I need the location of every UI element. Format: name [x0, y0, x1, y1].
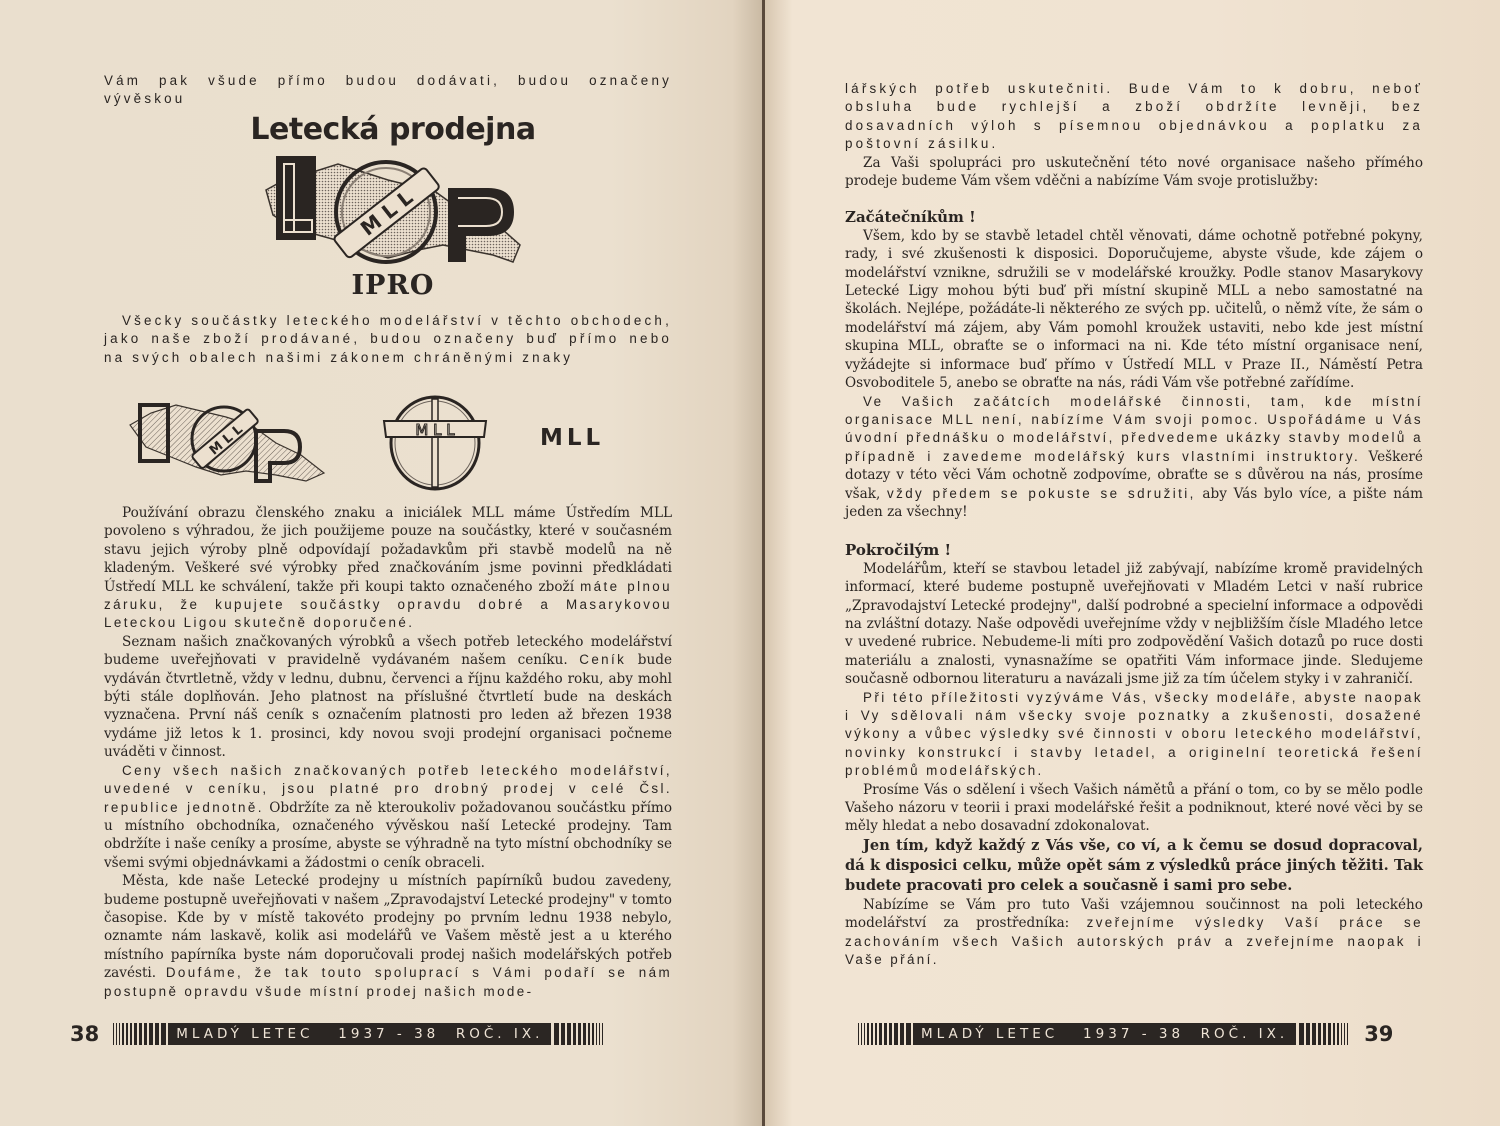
publication-title: MLADÝ LETEC [921, 1026, 1059, 1042]
paragraph-text: bude vydáván čtvrtletně, vždy v lednu, dubnu, červenci a říjnu každého roku, aby mohl býti stále doplňován. Jeho platnost na příslušné čtvrtletí bude na deskách vyznačena. První náš ceník s označením platnosti pro leden až březen 1938 vydáme již letos k 1. prosinci, kdy novou svoji prodejní organisaci počneme uváděti v činnost. [104, 652, 673, 761]
paragraph-usage [104, 504, 672, 633]
paragraph-pricelist [104, 633, 672, 762]
publication-years: 1937 - 38 [1083, 1026, 1185, 1042]
paragraph-beginners-2 [845, 393, 1423, 522]
section-heading-beginners: Začátečníkům ! [845, 208, 976, 227]
paragraph-text: Obdržíte za ně kteroukoliv požadovanou součástku přímo u místního obchodníka, označeného vývěskou naší Letecké prodejny. Tam obdržíte i naše ceníky a prosíme, abyste se výhradně na tyto místní obchodníky se všemi svými objednávkami a žádostmi o ceník obraceli. [104, 799, 673, 871]
bold-paragraph: Jen tím, když každý z Vás vše, co ví, a k čemu se dosud dopracoval, dá k disposici celku, může opět sám z výsledků práce jiných těžiti. Tak budete pracovati pro celek a současně i sami pro sebe. [845, 836, 1423, 894]
intro-text [104, 72, 672, 109]
continuation-paragraph: lářských potřeb uskutečniti. Bude Vám to k dobru, neboť obsluha bude rychlejší a zboží obdržíte levněji, bez dosavadních výloh s písemnou objednávkou a poplatku za poštovní zásilku. [845, 81, 1423, 152]
trademarks-text [104, 312, 672, 367]
paragraph-prices [104, 762, 672, 872]
paragraph-spaced-text: Ceny všech našich značkovaných potřeb leteckého modelářství, uvedené v ceníku, jsou platné pro drobný prodej v celé Čsl. republice jednotně. [104, 762, 672, 815]
section-heading-advanced: Pokročilým ! [845, 541, 952, 560]
paragraph-spaced-text: zveřejníme výsledky Vaší práce se zachováním všech Vašich autorských práv a zveřejníme naopak i Vaše přání. [845, 915, 1423, 968]
footer-right [858, 1020, 1393, 1048]
mll-wordmark: MLL [540, 425, 605, 451]
trademarks-paragraph: Všecky součástky leteckého modelářství v těchto obchodech, jako naše zboží prodávané, budou označeny buď přímo nebo na svých obalech našimi zákonem chráněnými znaky [104, 313, 672, 365]
book-spine [762, 0, 765, 1126]
paragraph-beginners-1: Všem, kdo by se stavbě letadel chtěl věnovati, dáme ochotně potřebné pokyny, rady, i své zkušenosti k disposici. Doporučujeme, abyste všude, kde zájem o modelářství vznikne, sdružili se v modelářské kroužky. Podle stanov Masarykovy Letecké Ligy mohou býti buď při místní skupině MLL a nebo samostatné na školách. Nejlépe, požádáte-li některého ze svých pp. učitelů, o němž víte, že sám o modelářství má zájem, aby Vám pomohl kroužek ustaviti, nebo kde jest místní skupina MLL, obraťte se o informaci na ni. Kde této místní organisace není, vyžádejte si informace buď přímo v Ústředí MLL v Praze II., Náměstí Petra Osvoboditele 5, anebo se obraťte na nás, rádi Vám vše potřebné zařídíme. [845, 227, 1423, 392]
right-page [763, 0, 1500, 1126]
svg-text:M L L: M L L [415, 421, 455, 439]
lmllp-small-emblem-icon [126, 395, 336, 485]
paragraph-spaced-text: vždy předem se pokuste se sdružiti, [887, 485, 1196, 501]
footer-left [70, 1020, 605, 1048]
decorative-bars-icon [113, 1023, 168, 1045]
paragraph-text: Veškeré dotazy v této věci Vám ochotně zodpovíme, obraťte se s důvěrou na nás, prosíme však, [845, 448, 1423, 502]
masthead-band [913, 1023, 1296, 1045]
paragraph-spaced-text: Ceník [579, 652, 627, 668]
paragraph-advanced-3: Prosíme Vás o sdělení i všech Vašich námětů a přání o tom, co by se mělo podle Vašeho názoru v teorii i praxi modelářské řešit a podniknout, které nové věci by se měly hledat a nebo dosavadní zdokonalovat. [845, 781, 1423, 835]
paragraph-spaced-text: Doufáme, že tak touto spoluprací s Vámi podaří se nám postupně opravdu všude místní prodej našich mode- [104, 965, 672, 999]
left-body [104, 504, 672, 1001]
paragraph-text: Města, kde naše Letecké prodejny u místních papírníků budou zavedeny, budeme postupně uveřejňovati v našem „Zpravodajství Letecké prodejny" v tomto časopise. Kde by v místě takovéto prodejny po prvním lednu 1938 nebylo, oznamte nám laskavě, kolik asi modelářů ve Vašem městě jest a u kterého místního papírníka byste nám doporučovali prodej našich modelářských potřeb zavésti. [104, 873, 672, 982]
page-number: 39 [1364, 1022, 1394, 1046]
paragraph-cities [104, 872, 672, 1001]
shop-logo-title: Letecká prodejna [250, 112, 536, 147]
page-number: 38 [70, 1022, 100, 1046]
decorative-bars-icon [1299, 1023, 1350, 1045]
svg-text:M L L: M L L [355, 185, 418, 241]
publication-volume: ROČ. IX. [1200, 1026, 1289, 1042]
trademarks-row [126, 395, 646, 495]
svg-text:M L L: M L L [206, 422, 246, 459]
publication-years: 1937 - 38 [338, 1026, 440, 1042]
brand-ipro: IPRO [351, 270, 435, 301]
shop-logo [248, 112, 538, 302]
paragraph-text: Nabízíme se Vám pro tuto Vaši vzájemnou součinnost na poli leteckého modelářství za prostředníka: [845, 896, 1423, 932]
offer-paragraph: Za Vaši spolupráci pro uskutečnění této nové organisace našeho přímého prodeje budeme Vám všem vděčni a nabízíme Vám svoje protislužby: [845, 154, 1423, 190]
right-body [845, 80, 1423, 969]
decorative-bars-icon [554, 1023, 605, 1045]
lmllp-emblem-icon [258, 150, 528, 275]
mll-badge-icon [378, 391, 492, 491]
paragraph-text: Používání obrazu členského znaku a iniciálek MLL máme Ústředím MLL povoleno s výhradou, že jich použijeme pouze na součástky, které v současném stavu jejich výroby plně odpovídají požadavkům při stavbě modelů na ně kladeným. Veškeré své výrobky před značkováním jsme povinni předkládati Ústředí MLL ke schválení, takže při koupi takto označeného zboží [104, 505, 672, 595]
closing-paragraph [845, 896, 1423, 970]
paragraph-spaced-text: máte plnou záruku, že kupujete součástky opravdu dobré a Masarykovou Leteckou Ligou skutečně doporučené. [104, 578, 672, 631]
paragraph-spaced-text: Ve Vašich začátcích modelářské činnosti, tam, kde místní organisace MLL není, nabízíme Vám svoji pomoc. Uspořádáme u Vás úvodní přednášku o modelářství, předvedeme ukázky stavby modelů a případně i zavedeme modelářský kurs vlastními instruktory. [845, 393, 1423, 464]
decorative-bars-icon [858, 1023, 913, 1045]
paragraph-text: aby Vás bylo více, a pište nám jeden za všechny! [845, 485, 1423, 520]
paragraph-advanced-1: Modelářům, kteří se stavbou letadel již zabývají, nabízíme kromě pravidelných informací, které budeme postupně uveřejňovati v Mladém Letci v naší rubrice „Zpravodajství Letecké prodejny", další podrobné a specielní informace a odpovědi na zvláštní dotazy. Naše odpovědi uveřejníme vždy v nejbližším čísle Mladého letce v uvedené rubrice. Nebudeme-li míti pro zodpovědění Vašich dotazů po ruce dosti materiálu a znalosti, vynasnažíme se opatřiti Vám informace jinde. Sledujeme současně odbornou literaturu a navázali jsme již za tím účelem styky i v zahraničí. [845, 560, 1423, 688]
publication-volume: ROČ. IX. [455, 1026, 544, 1042]
intro-line: Vám pak všude přímo budou dodávati, budou označeny vývěskou [104, 73, 672, 107]
publication-title: MLADÝ LETEC [176, 1026, 314, 1042]
paragraph-text: Seznam našich značkovaných výrobků a všech potřeb leteckého modelářství budeme uveřejňovati v pravidelně vydávaném našem ceníku. [104, 633, 672, 669]
masthead-band [168, 1023, 551, 1045]
paragraph-advanced-2: Při této příležitosti vyzýváme Vás, všecky modeláře, abyste naopak i Vy sdělovali nám všecky svoje poznatky a zkušenosti, dosažené výkony a vůbec výsledky své činnosti v oboru leteckého modelářství, novinky konstrukcí i stavby letadel, a originelní teoretická řešení problémů modelářských. [845, 689, 1423, 779]
